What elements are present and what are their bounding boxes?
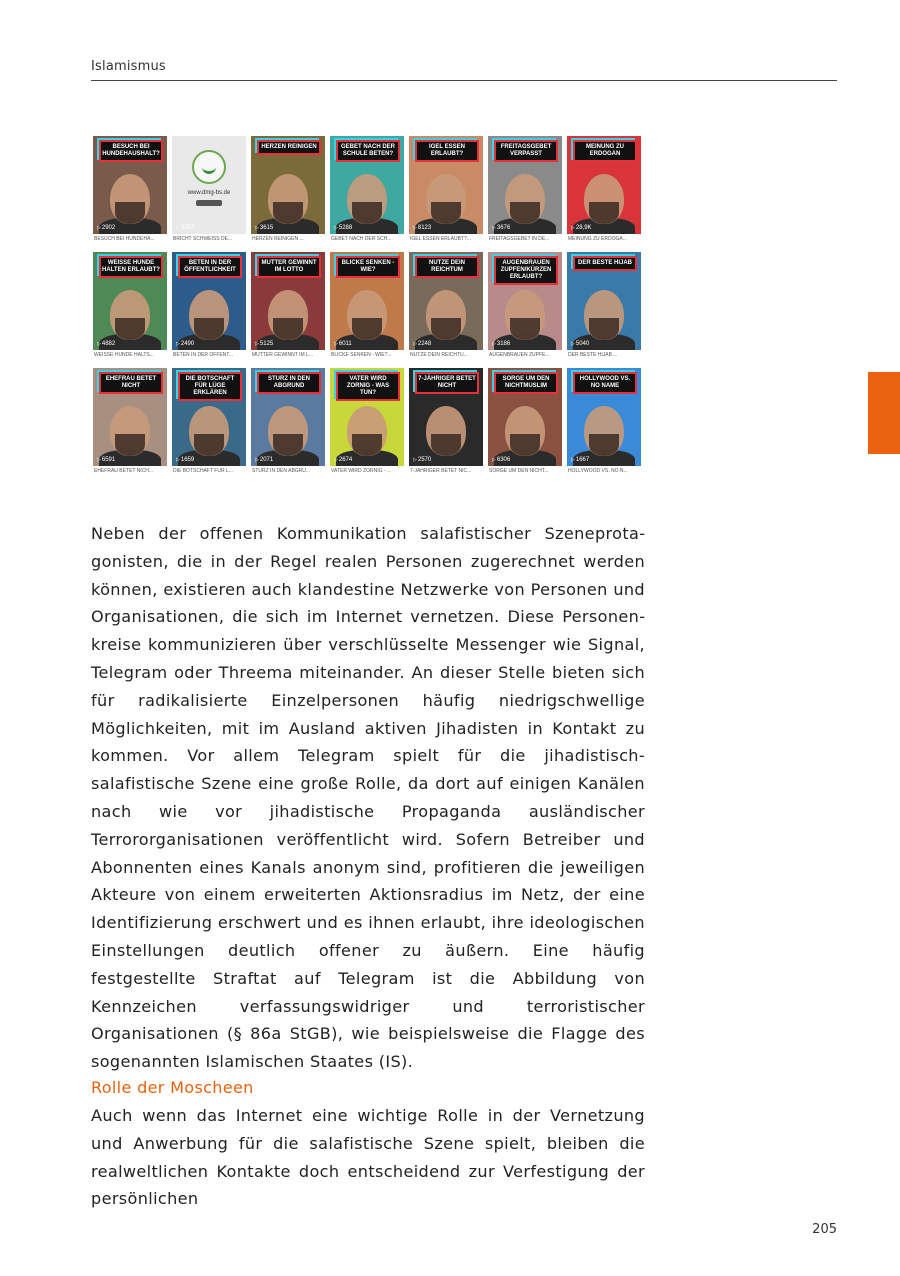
video-caption: 7-JÄHRIGER BETET NICHT — [415, 372, 479, 394]
video-thumbnail — [251, 368, 325, 466]
video-title-label: EHEFRAU BETET NICH... — [94, 468, 154, 474]
video-title-label: DIE BOTSCHAFT FÜR L... — [173, 468, 233, 474]
header-divider — [91, 80, 837, 81]
play-icon: ▷ — [413, 457, 417, 463]
view-count-value: 3186 — [496, 341, 511, 347]
play-icon: ▷ — [492, 225, 496, 231]
view-count — [255, 341, 273, 347]
video-tile[interactable] — [251, 368, 325, 478]
video-title-label: FREITAGSGEBET IN DE... — [489, 236, 550, 242]
video-title-label: BESUCH BEI HUNDEHA... — [94, 236, 155, 242]
video-thumbnail — [172, 136, 246, 234]
video-tile[interactable] — [93, 252, 167, 362]
play-icon: ▷ — [97, 457, 101, 463]
person-beard-shape — [194, 434, 224, 456]
view-count — [413, 457, 431, 463]
video-thumbnail-grid — [93, 136, 641, 478]
video-caption: VATER WIRD ZORNIG - WAS TUN? — [336, 372, 400, 401]
view-count-value: 2902 — [101, 225, 116, 231]
person-beard-shape — [589, 434, 619, 456]
video-title-label: AUGENBRAUEN ZUPFE... — [489, 352, 550, 358]
video-tile[interactable] — [488, 136, 562, 246]
view-count-value: 5288 — [338, 225, 353, 231]
view-count — [334, 341, 352, 347]
play-icon: ▷ — [571, 225, 575, 231]
view-count — [255, 225, 273, 231]
play-icon: ▷ — [571, 341, 575, 347]
view-count-value: 2674 — [338, 457, 353, 463]
video-thumbnail — [409, 252, 483, 350]
view-count-value: 2490 — [180, 341, 195, 347]
video-title-label: STURZ IN DEN ABGRU... — [252, 468, 311, 474]
view-count-value: 2570 — [417, 457, 432, 463]
view-count — [334, 457, 352, 463]
video-title-label: HERZEN REINIGEN ... — [252, 236, 304, 242]
video-thumbnail — [488, 368, 562, 466]
video-caption: IGEL ESSEN ERLAUBT? — [415, 140, 479, 162]
video-caption: NUTZE DEIN REICHTUM — [415, 256, 479, 278]
play-icon: ▷ — [176, 225, 180, 231]
person-beard-shape — [273, 202, 303, 224]
video-caption: BESUCH BEI HUNDEHAUSHALT? — [99, 140, 163, 162]
video-tile[interactable] — [488, 252, 562, 362]
person-beard-shape — [273, 318, 303, 340]
video-tile[interactable] — [330, 252, 404, 362]
view-count — [492, 225, 510, 231]
video-tile[interactable] — [567, 368, 641, 478]
person-beard-shape — [431, 318, 461, 340]
video-thumbnail — [251, 136, 325, 234]
video-title-label: WEISSE HUNDE HALTS... — [94, 352, 154, 358]
view-count-value: 6591 — [101, 457, 116, 463]
view-count — [413, 341, 431, 347]
video-title-label: MEINUNG ZU ERDOGA... — [568, 236, 627, 242]
play-icon: ▷ — [334, 457, 338, 463]
person-beard-shape — [431, 202, 461, 224]
video-title-label: BRICHT SCHWEISS DE... — [173, 236, 233, 242]
video-caption: BLICKE SENKEN - WIE? — [336, 256, 400, 278]
play-icon: ▷ — [255, 341, 259, 347]
logo-url-text: www.dmg-bs.de — [187, 190, 231, 196]
view-count-value: 28,9K — [575, 225, 592, 231]
video-thumbnail — [93, 368, 167, 466]
video-caption: DER BESTE HIJAB — [573, 256, 637, 271]
video-title-label: BLICKE SENKEN - WIE?... — [331, 352, 392, 358]
video-caption: HOLLYWOOD VS. NO NAME — [573, 372, 637, 394]
video-caption: STURZ IN DEN ABGRUND — [257, 372, 321, 394]
video-tile[interactable] — [567, 252, 641, 362]
person-beard-shape — [273, 434, 303, 456]
play-icon: ▷ — [492, 457, 496, 463]
logo-button-shape — [196, 200, 222, 206]
view-count — [571, 225, 592, 231]
video-thumbnail — [172, 368, 246, 466]
play-icon: ▷ — [255, 457, 259, 463]
video-thumbnail — [251, 252, 325, 350]
person-beard-shape — [510, 318, 540, 340]
person-beard-shape — [115, 318, 145, 340]
video-caption: EHEFRAU BETET NICHT — [99, 372, 163, 394]
video-tile[interactable] — [93, 136, 167, 246]
video-thumbnail — [567, 252, 641, 350]
play-icon: ▷ — [176, 457, 180, 463]
play-icon: ▷ — [571, 457, 575, 463]
video-thumbnail — [330, 252, 404, 350]
video-caption: FREITAGSGEBET VERPASST — [494, 140, 558, 162]
video-title-label: DER BESTE HIJAB ... — [568, 352, 618, 358]
view-count — [97, 225, 115, 231]
person-beard-shape — [194, 318, 224, 340]
video-thumbnail — [488, 252, 562, 350]
play-icon: ▷ — [176, 341, 180, 347]
video-thumbnail — [567, 136, 641, 234]
view-count — [413, 225, 431, 231]
view-count — [255, 457, 273, 463]
view-count-value: 6011 — [338, 341, 352, 347]
running-header: Islamismus — [91, 59, 166, 74]
view-count-value: 1659 — [180, 457, 195, 463]
page-number: 205 — [812, 1222, 837, 1237]
video-thumbnail — [567, 368, 641, 466]
video-caption: WEISSE HUNDE HALTEN ERLAUBT? — [99, 256, 163, 278]
video-tile[interactable] — [330, 368, 404, 478]
view-count — [176, 457, 194, 463]
person-beard-shape — [352, 434, 382, 456]
view-count — [492, 457, 510, 463]
video-title-label: BETEN IN DER ÖFFENT... — [173, 352, 234, 358]
video-title-label: GEBET NACH DER SCH... — [331, 236, 392, 242]
organization-logo-icon — [192, 150, 226, 184]
video-thumbnail — [330, 368, 404, 466]
video-thumbnail — [409, 136, 483, 234]
view-count-value: 3676 — [496, 225, 511, 231]
video-tile[interactable] — [251, 252, 325, 362]
play-icon: ▷ — [334, 341, 338, 347]
video-title-label: VATER WIRD ZORNIG - ... — [331, 468, 392, 474]
view-count-value: 5040 — [575, 341, 590, 347]
play-icon: ▷ — [334, 225, 338, 231]
play-icon: ▷ — [255, 225, 259, 231]
view-count-value: 2248 — [417, 341, 432, 347]
play-icon: ▷ — [413, 225, 417, 231]
body-text — [91, 520, 645, 1076]
view-count — [334, 225, 352, 231]
play-icon: ▷ — [97, 341, 101, 347]
view-count — [176, 225, 194, 231]
view-count-value: 3357 — [180, 225, 195, 231]
video-caption: BETEN IN DER ÖFFENTLICHKEIT — [178, 256, 242, 278]
view-count — [97, 341, 115, 347]
play-icon: ▷ — [97, 225, 101, 231]
video-title-label: HOLLYWOOD VS. NO N... — [568, 468, 628, 474]
video-tile[interactable] — [409, 368, 483, 478]
video-title-label: NUTZE DEIN REICHTU... — [410, 352, 468, 358]
video-tile[interactable] — [330, 136, 404, 246]
view-count-value: 5125 — [259, 341, 274, 347]
video-title-label: IGEL ESSEN ERLAUBT?... — [410, 236, 471, 242]
video-thumbnail — [409, 368, 483, 466]
view-count — [97, 457, 115, 463]
video-thumbnail — [330, 136, 404, 234]
video-tile[interactable] — [488, 368, 562, 478]
video-caption: HERZEN REINIGEN — [257, 140, 321, 155]
view-count-value: 3615 — [259, 225, 274, 231]
video-thumbnail — [93, 136, 167, 234]
view-count — [571, 341, 589, 347]
video-caption: SORGE UM DEN NICHTMUSLIM — [494, 372, 558, 394]
video-title-label: SORGE UM DEN NICHT... — [489, 468, 549, 474]
view-count-value: 1667 — [575, 457, 590, 463]
video-title-label: 7-JÄHRIGER BETET NIC... — [410, 468, 472, 474]
person-beard-shape — [510, 434, 540, 456]
play-icon: ▷ — [413, 341, 417, 347]
video-tile[interactable] — [93, 368, 167, 478]
video-thumbnail — [488, 136, 562, 234]
section-text — [91, 1102, 645, 1213]
video-title-label: MUTTER GEWINNT IM L... — [252, 352, 314, 358]
video-caption: AUGENBRAUEN ZUPFEN/KÜRZEN ERLAUBT? — [494, 256, 558, 285]
person-beard-shape — [589, 318, 619, 340]
person-beard-shape — [352, 318, 382, 340]
person-beard-shape — [115, 202, 145, 224]
video-caption: MUTTER GEWINNT IM LOTTO — [257, 256, 321, 278]
video-thumbnail — [93, 252, 167, 350]
video-tile[interactable] — [567, 136, 641, 246]
section-heading: Rolle der Moscheen — [91, 1078, 254, 1097]
view-count-value: 2071 — [259, 457, 274, 463]
video-caption: DIE BOTSCHAFT FÜR LÜGE ERKLÄREN — [178, 372, 242, 401]
video-tile[interactable] — [409, 136, 483, 246]
section-paragraph: Auch wenn das Internet eine wichtige Rolle in der Vernetzung und Anwerbung für die salafistische Szene spielt, bleiben die realweltlichen Kontakte doch entscheidend zur Verfestigung der persönlichen — [91, 1106, 645, 1209]
view-count — [571, 457, 589, 463]
video-caption: GEBET NACH DER SCHULE BETEN? — [336, 140, 400, 162]
chapter-tab-marker — [868, 372, 900, 454]
person-beard-shape — [431, 434, 461, 456]
video-tile[interactable] — [172, 252, 246, 362]
view-count-value: 8123 — [417, 225, 432, 231]
video-tile[interactable] — [251, 136, 325, 246]
video-caption: MEINUNG ZU ERDOGAN — [573, 140, 637, 162]
body-paragraph: Neben der offenen Kommunikation salafistischer Szeneprotagonisten, die in der Regel realen Personen zugerechnet werden können, existieren auch klandestine Netzwerke von Personen und Organisationen, die sich im Internet vernetzen. Diese Personenkreise kommunizieren über verschlüsselte Messenger wie Signal, Telegram oder Threema miteinander. An dieser Stelle bieten sich für radikalisierte Einzelpersonen häufig niedrigschwellige Möglichkeiten, mit im Ausland aktiven Jihadisten in Kontakt zu kommen. Vor allem Telegram spielt für die jihadistisch-salafistische Szene eine große Rolle, da dort auf einigen Kanälen nach wie vor jihadistische Propaganda ausländischer Terrororganisationen veröffentlicht wird. Sofern Betreiber und Abonnenten eines Kanals anonym sind, profitieren die jeweiligen Akteure von einem erweiterten Aktionsradius im Netz, der eine Identifizierung erschwert und es ihnen erlaubt, ihre ideologischen Einstellungen deutlich offener zu äußern. Eine häufig festgestellte Straftat auf Telegram ist die Abbildung von Kennzeichen verfassungswidriger und terroristischer Organisationen (§ 86a StGB), wie beispielsweise die Flagge des sogenannten Islamischen Staates (IS). — [91, 524, 645, 1072]
play-icon: ▷ — [492, 341, 496, 347]
video-tile[interactable] — [172, 368, 246, 478]
view-count-value: 4882 — [101, 341, 116, 347]
view-count-value: 6306 — [496, 457, 511, 463]
person-beard-shape — [510, 202, 540, 224]
person-beard-shape — [115, 434, 145, 456]
view-count — [492, 341, 510, 347]
video-tile[interactable] — [409, 252, 483, 362]
person-beard-shape — [589, 202, 619, 224]
video-tile[interactable] — [172, 136, 246, 246]
person-beard-shape — [352, 202, 382, 224]
video-thumbnail — [172, 252, 246, 350]
view-count — [176, 341, 194, 347]
